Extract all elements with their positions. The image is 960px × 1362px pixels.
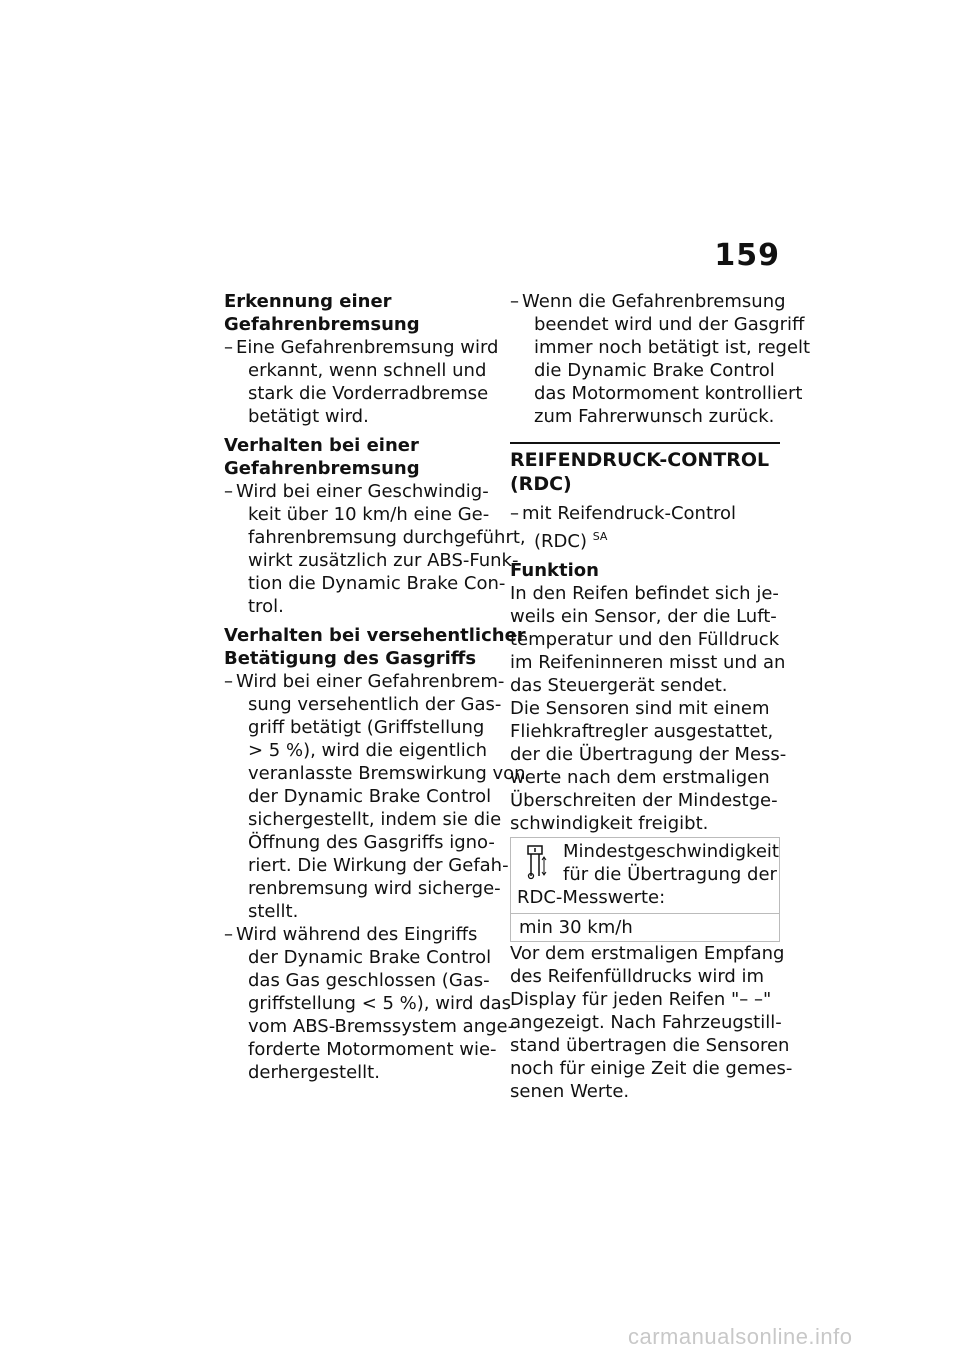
page-number: 159 bbox=[714, 238, 780, 273]
section-divider bbox=[510, 442, 780, 444]
list-item: – Wenn die Gefahrenbremsung beendet wird und der Gasgriff immer noch betätigt ist, regelt die Dynamic Brake Control das Motormoment kontrolliert zum Fahrerwunsch zurück. bbox=[510, 291, 811, 427]
list-item: – mit Reifendruck-Control (RDC) $^{SA}$ bbox=[510, 503, 737, 552]
heading-verhalten: Verhalten bei einer Gefahrenbremsung bbox=[224, 435, 420, 479]
heading-erkennung: Erkennung einer Gefahrenbremsung bbox=[224, 291, 420, 335]
heading-funktion: Funktion bbox=[510, 560, 599, 581]
left-column bbox=[224, 290, 526, 1084]
spec-table bbox=[510, 837, 780, 942]
paragraph-sensor: In den Reifen befindet sich je- weils ein Sensor, der die Luft- temperatur und den Fülldruck im Reifeninneren misst und an das Steuergerät sendet. bbox=[510, 583, 786, 696]
heading-versehentlich: Verhalten bei versehentlicher Betätigung des Gasgriffs bbox=[224, 625, 526, 669]
list-item: – Eine Gefahrenbremsung wird erkannt, wenn schnell und stark die Vorderradbremse betätigt wird. bbox=[224, 337, 499, 427]
tire-pressure-sensor-icon bbox=[525, 844, 549, 880]
watermark-footer: carmanualsonline.info bbox=[628, 1324, 853, 1349]
sa-superscript: SA bbox=[592, 530, 608, 543]
list-item: – Wird während des Eingriffs der Dynamic Brake Control das Gas geschlossen (Gas- griffstellung < 5 %), wird das vom ABS-Bremssystem ange- forderte Motormoment wie- derhergestellt. bbox=[224, 924, 515, 1083]
paragraph-fliehkraft: Die Sensoren sind mit einem Fliehkraftregler ausgestattet, der die Übertragung der Mess- werte nach dem erstmaligen Überschreiten der Mindestge- schwindigkeit freigibt. bbox=[510, 698, 787, 834]
right-column bbox=[510, 290, 811, 1103]
list-item: – Wird bei einer Geschwindig- keit über 10 km/h eine Ge- fahrenbremsung durchgeführt, wirkt zusätzlich zur ABS-Funk- tion die Dynamic Brake Con- trol. bbox=[224, 481, 526, 617]
spec-value-row: min 30 km/h bbox=[519, 917, 633, 938]
spec-label-row: Mindestgeschwindigkeit für die Übertragung der RDC-Messwerte: bbox=[511, 838, 779, 914]
list-item: – Wird bei einer Gefahrenbrem- sung versehentlich der Gas- griff betätigt (Griffstellung > 5 %), wird die eigentlich veranlasste Bremswirkung von der Dynamic Brake Control sichergestellt, indem sie die Öffnung des Gasgriffs igno- riert. Die Wirkung der Gefah- renbremsung wird sicherge- stellt. bbox=[224, 671, 526, 922]
section-title: REIFENDRUCK-CONTROL (RDC) bbox=[510, 449, 770, 495]
paragraph-display: Vor dem erstmaligen Empfang des Reifenfülldrucks wird im Display für jeden Reifen "– –" angezeigt. Nach Fahrzeugstill- stand übertragen die Sensoren noch für einige Zeit die gemes- senen Werte. bbox=[510, 943, 793, 1102]
